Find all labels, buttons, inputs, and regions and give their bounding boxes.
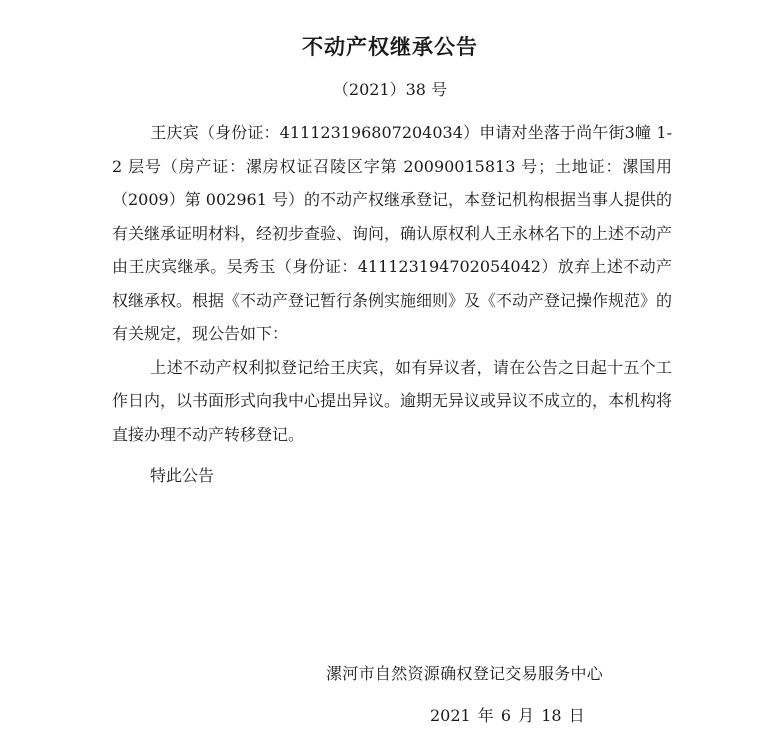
paragraph-objection: 上述不动产权利拟登记给王庆宾，如有异议者，请在公告之日起十五个工作日内，以书面形式向我中心提出异议。逾期无异议或异议不成立的，本机构将直接办理不动产转移登记。: [112, 357, 673, 444]
document-number: （2021）38 号: [332, 80, 448, 99]
issuing-organization: 漯河市自然资源确权登记交易服务中心: [326, 664, 604, 683]
issue-date: 2021 年 6 月 18 日: [430, 706, 585, 725]
notice-title: 不动产权继承公告: [302, 35, 478, 59]
notice-body: [112, 116, 672, 493]
closing-statement: 特此公告: [150, 466, 215, 485]
paragraph-application: 王庆宾（身份证：411123196807204034）申请对坐落于尚午街3幢 1-2 层号（房产证：漯房权证召陵区字第 20090015813 号；土地证：漯国用（2009）第 002961 号）的不动产权继承登记，本登记机构根据当事人提供的有关继承证明材料，经初步查验、询问，确认原权利人王永林名下的上述不动产由王庆宾继承。吴秀玉（身份证：411123194702054042）放弃上述不动产权继承权。根据《不动产登记暂行条例实施细则》及《不动产登记操作规范》的有关规定，现公告如下：: [112, 123, 673, 343]
